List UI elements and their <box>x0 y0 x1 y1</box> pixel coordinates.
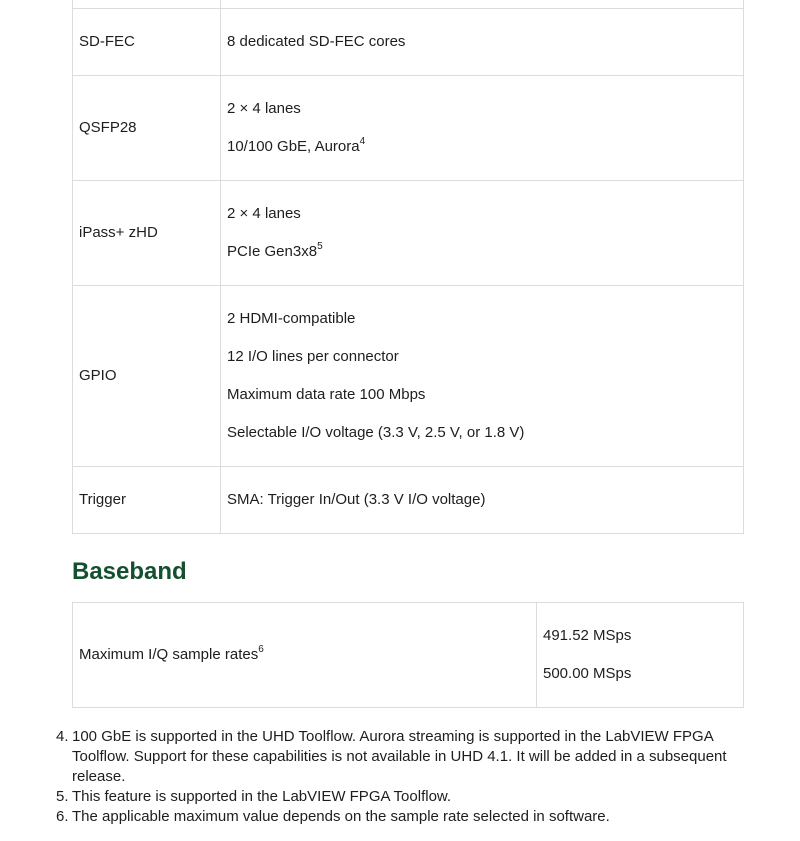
footnote-number: 5. <box>56 788 69 805</box>
value-line: Maximum data rate 100 Mbps <box>227 386 426 403</box>
section-heading-baseband: Baseband <box>72 558 187 585</box>
row-value <box>221 9 744 76</box>
row-label <box>73 0 221 9</box>
table-row <box>73 0 744 9</box>
footnote-ref[interactable]: 5 <box>317 241 323 252</box>
value-line: 12 I/O lines per connector <box>227 348 399 365</box>
row-label <box>73 603 537 708</box>
footnote-item <box>56 807 740 827</box>
row-value <box>221 467 744 534</box>
footnotes-list <box>56 727 740 827</box>
value-line: SMA: Trigger In/Out (3.3 V I/O voltage) <box>227 491 486 508</box>
footnote-ref[interactable]: 6 <box>258 644 264 655</box>
value-line: 8 dedicated SD-FEC cores <box>227 33 406 50</box>
row-label: GPIO <box>73 286 221 467</box>
value-line <box>227 138 737 156</box>
value-text: PCIe Gen3x8 <box>227 243 318 260</box>
row-label: iPass+ zHD <box>73 181 221 286</box>
footnote-text: 100 GbE is supported in the UHD Toolflow. Aurora streaming is supported in the LabVIEW FPGA Toolflow. Support for these capabilities is not available in UHD 4.1. It will be added in a subsequent release. <box>72 728 727 785</box>
value-text: 10/100 GbE, Aurora <box>227 138 360 155</box>
footnote-text: The applicable maximum value depends on the sample rate selected in software. <box>72 808 610 825</box>
table-row <box>73 9 744 76</box>
row-value <box>221 0 744 9</box>
table-row <box>73 603 744 708</box>
row-label: QSFP28 <box>73 76 221 181</box>
value-line: 2 × 4 lanes <box>227 205 301 222</box>
footnote-item <box>56 727 740 787</box>
baseband-table <box>72 602 744 708</box>
row-label: SD-FEC <box>73 9 221 76</box>
row-label: Trigger <box>73 467 221 534</box>
table-row <box>73 467 744 534</box>
value-line: Selectable I/O voltage (3.3 V, 2.5 V, or 1.8 V) <box>227 424 525 441</box>
table-row <box>73 181 744 286</box>
label-text: Maximum I/Q sample rates <box>79 646 259 663</box>
value-line <box>227 243 737 261</box>
row-value <box>537 603 744 708</box>
table-row <box>73 286 744 467</box>
footnote-item <box>56 787 740 807</box>
value-line: 491.52 MSps <box>543 627 632 644</box>
row-value <box>221 76 744 181</box>
footnote-number: 4. <box>56 728 69 745</box>
row-value <box>221 181 744 286</box>
table-row <box>73 76 744 181</box>
footnote-ref[interactable]: 4 <box>359 136 366 147</box>
footnote-number: 6. <box>56 808 69 825</box>
value-line: 2 × 4 lanes <box>227 100 301 117</box>
specifications-table <box>72 0 744 534</box>
footnote-text: This feature is supported in the LabVIEW FPGA Toolflow. <box>72 788 452 805</box>
value-line: 500.00 MSps <box>543 665 632 682</box>
value-line: 2 HDMI-compatible <box>227 310 356 327</box>
row-value <box>221 286 744 467</box>
